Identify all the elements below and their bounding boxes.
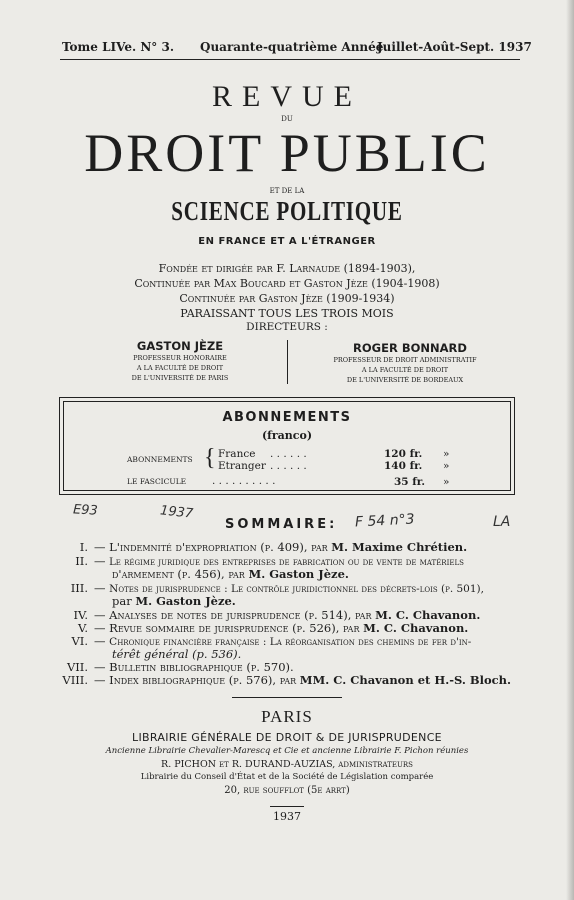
publisher-name: LIBRAIRIE GÉNÉRALE DE DROIT & DE JURISPRUDENCE bbox=[132, 731, 442, 744]
toc-item-1: I. — L'indemnité d'expropriation (p. 409), par M. Maxime Chrétien. bbox=[79, 540, 468, 554]
title-du: DU bbox=[281, 115, 293, 123]
title-en-france: EN FRANCE ET A L'ÉTRANGER bbox=[198, 236, 376, 247]
etranger-dots: . . . . . . bbox=[270, 460, 307, 472]
toc-item-3: III. — Notes de jurisprudence : Le contrôle juridictionnel des décrets-lois (p. 501), bbox=[70, 581, 484, 595]
toc-item-6: VI. — Chronique financière française : La réorganisation des chemins de fer d'in- bbox=[71, 634, 472, 648]
director-right-line-2: A LA FACULTÉ DE DROIT bbox=[361, 366, 449, 374]
france-quote: » bbox=[443, 448, 450, 460]
title-et-de-la: ET DE LA bbox=[269, 187, 305, 195]
france-dots: . . . . . . bbox=[270, 448, 307, 460]
publisher-address: 20, rue soufflot (5e arrt) bbox=[224, 785, 350, 796]
parution: PARAISSANT TOUS LES TROIS MOIS bbox=[180, 307, 394, 320]
sommaire-title: SOMMAIRE: bbox=[225, 517, 338, 532]
director-right-name: ROGER BONNARD bbox=[353, 341, 467, 355]
toc-item-8: VIII. — Index bibliographique (p. 576), par MM. C. Chavanon et H.-S. Bloch. bbox=[62, 673, 512, 687]
handwritten-year: 1937 bbox=[159, 503, 194, 522]
toc-item-2: II. — Le régime juridique des entreprises de fabrication ou de vente de matériels bbox=[75, 554, 464, 568]
publisher-council: Librairie du Conseil d'État et de la Société de Législation comparée bbox=[140, 772, 434, 782]
director-left-line-2: A LA FACULTÉ DE DROIT bbox=[136, 364, 224, 372]
director-left-line-3: DE L'UNIVERSITÉ DE PARIS bbox=[131, 374, 229, 382]
toc-item-2-cont: d'armement (p. 456), par M. Gaston Jèze. bbox=[112, 567, 349, 581]
handwritten-ref: F 54 n°3 bbox=[354, 511, 415, 531]
director-left-name: GASTON JÈZE bbox=[136, 339, 224, 353]
credit-line-1: Fondée et dirigée par F. Larnaude (1894-1903), bbox=[158, 262, 416, 275]
title-droit-public: DROIT PUBLIC bbox=[84, 123, 490, 183]
header-rule bbox=[60, 59, 520, 60]
publisher-rule bbox=[270, 806, 304, 807]
fascicule-price: 35 fr. bbox=[394, 476, 426, 488]
fascicule-quote: » bbox=[443, 476, 450, 488]
toc-item-4: IV. — Analyses de notes de jurisprudence (p. 514), par M. C. Chavanon. bbox=[73, 608, 481, 622]
etranger-price: 140 fr. bbox=[384, 460, 423, 472]
director-right-line-3: DE L'UNIVERSITÉ DE BORDEAUX bbox=[346, 376, 464, 384]
fascicule-dots: . . . . . . . . . . bbox=[212, 475, 276, 487]
handwritten-initials: LA bbox=[493, 514, 511, 530]
publisher-year: 1937 bbox=[273, 810, 301, 823]
directeurs-label: DIRECTEURS : bbox=[246, 321, 328, 333]
page-edge bbox=[566, 0, 574, 900]
fascicule-label: LE FASCICULE bbox=[127, 477, 187, 486]
handwritten-left: E93 bbox=[72, 502, 99, 519]
publisher-admin: R. PICHON et R. DURAND-AUZIAS, administrateurs bbox=[161, 759, 413, 770]
header-annee: Quarante-quatrième Année. bbox=[200, 40, 388, 54]
abonnements-title: ABONNEMENTS bbox=[222, 410, 352, 425]
credit-line-2: Continuée par Max Boucard et Gaston Jèze (1904-1908) bbox=[134, 277, 440, 290]
france-label: France bbox=[218, 448, 256, 460]
publisher-city: PARIS bbox=[261, 707, 313, 726]
france-price: 120 fr. bbox=[384, 448, 423, 460]
header-periode: Juillet-Août-Sept. 1937 bbox=[377, 40, 532, 54]
etranger-quote: » bbox=[443, 460, 450, 472]
toc-item-7: VII. — Bulletin bibliographique (p. 570). bbox=[66, 660, 294, 674]
title-revue: REVUE bbox=[212, 80, 362, 113]
header-tome: Tome LIVe. N° 3. bbox=[62, 40, 174, 54]
director-left-line-1: PROFESSEUR HONORAIRE bbox=[133, 354, 227, 362]
etranger-label: Etranger bbox=[218, 460, 266, 472]
abonnements-subtitle: (franco) bbox=[261, 429, 313, 442]
toc-item-5: V. — Revue sommaire de jurisprudence (p. 526), par M. C. Chavanon. bbox=[78, 621, 469, 635]
publisher-former: Ancienne Librairie Chevalier-Marescq et Cie et ancienne Librairie F. Pichon réunies bbox=[105, 746, 469, 756]
toc-item-6-cont: térêt général (p. 536). bbox=[112, 647, 242, 661]
abonnements-label: ABONNEMENTS bbox=[127, 455, 193, 464]
credit-line-3: Continuée par Gaston Jèze (1909-1934) bbox=[179, 292, 395, 305]
title-science-politique: SCIENCE POLITIQUE bbox=[171, 196, 403, 226]
sommaire-rule bbox=[232, 697, 342, 698]
director-right-line-1: PROFESSEUR DE DROIT ADMINISTRATIF bbox=[333, 356, 477, 364]
directors-divider bbox=[287, 340, 288, 384]
abonnements-brace: { bbox=[204, 445, 216, 471]
toc-item-3-cont: par M. Gaston Jèze. bbox=[112, 594, 236, 608]
